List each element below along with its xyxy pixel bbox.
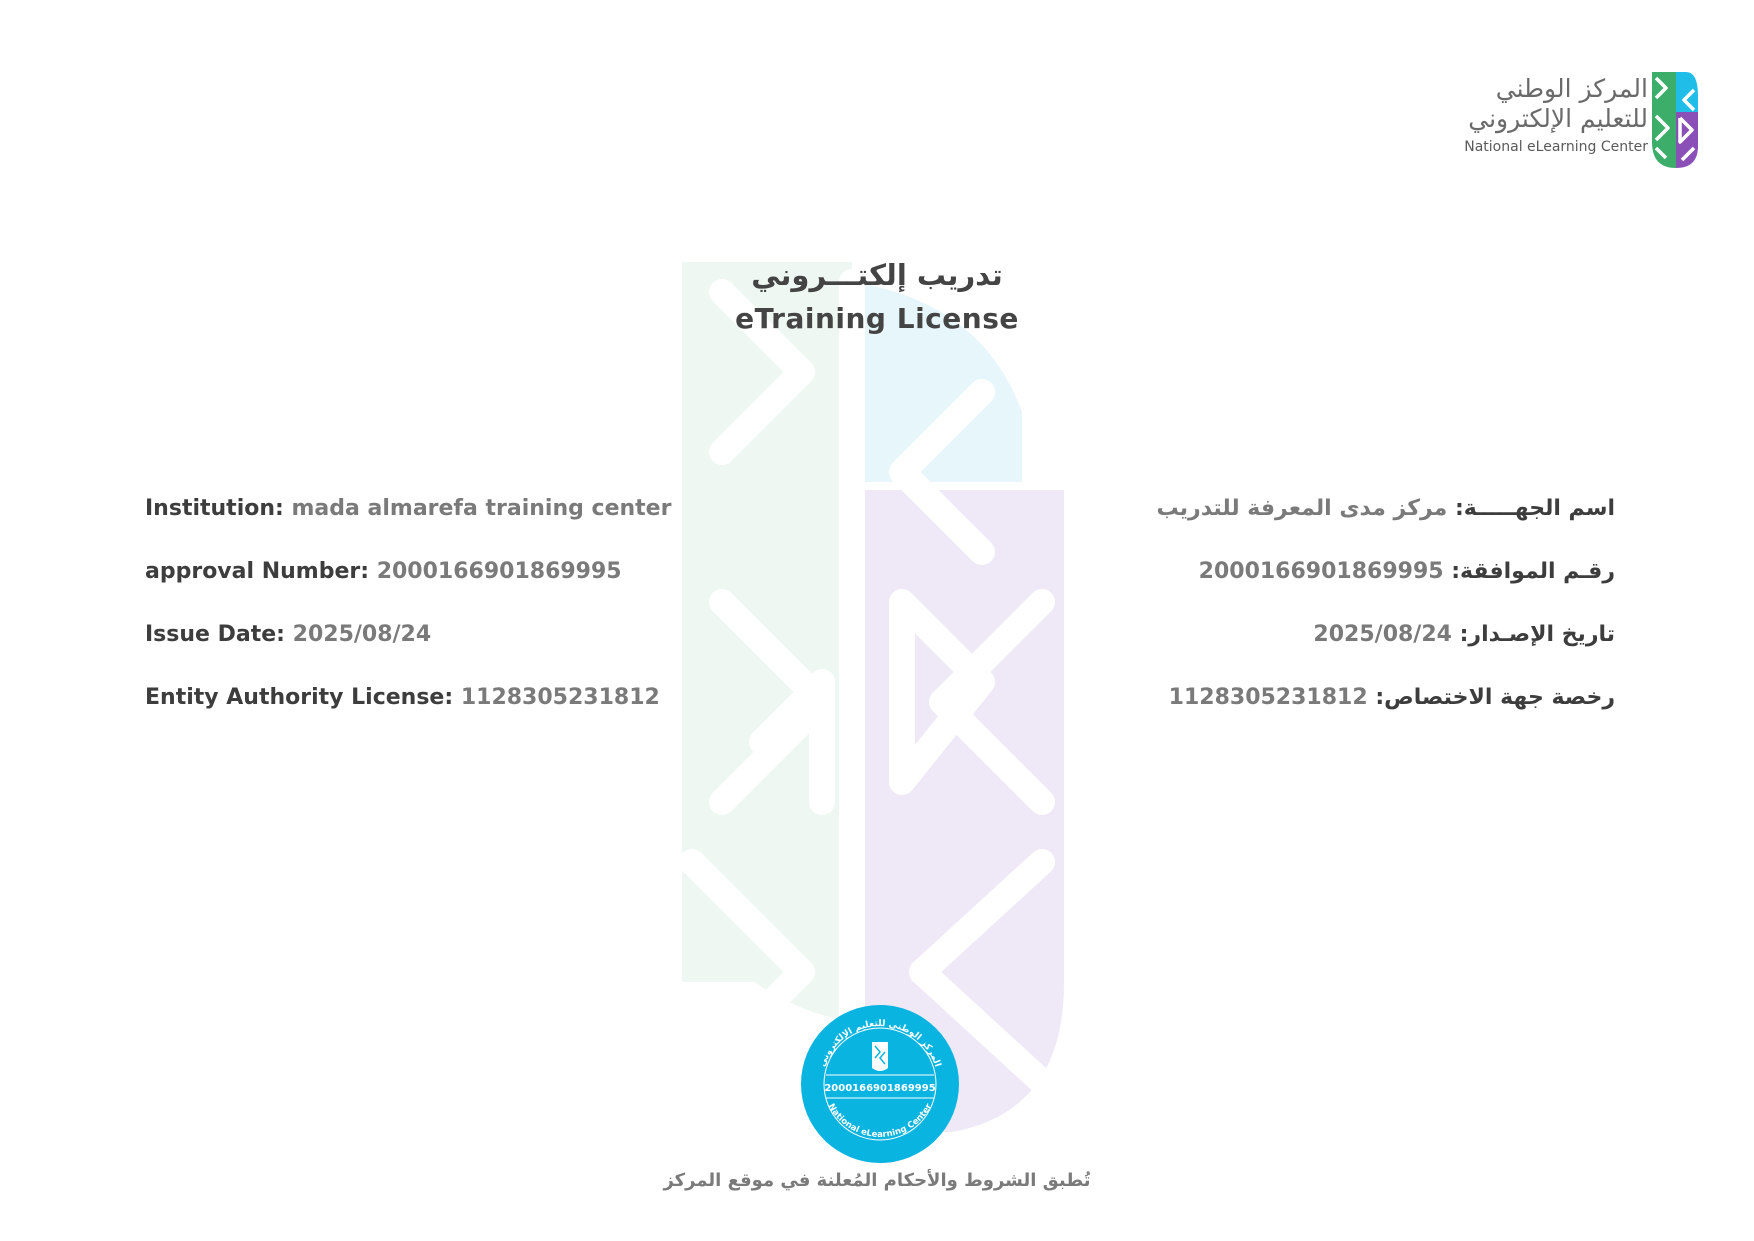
logo-english-name: National eLearning Center [1464, 139, 1648, 155]
logo-arabic-line1: المركز الوطني [1495, 74, 1648, 103]
field-value: 2000166901869995 [1198, 559, 1444, 584]
field-issue-date-en [145, 620, 431, 650]
field-label: approval Number: [145, 559, 370, 584]
field-value: 1128305231812 [460, 685, 660, 710]
title-arabic: تدريب إلكتـــروني [751, 258, 1003, 292]
field-value: mada almarefa training center [291, 496, 672, 521]
seal-emblem-icon [872, 1042, 888, 1071]
field-value: 1128305231812 [1168, 685, 1368, 710]
title-english: eTraining License [735, 302, 1019, 335]
nelc-emblem-icon [1652, 72, 1698, 168]
seal-top-text: المركز الوطني للتعليم الإلكتروني [817, 1018, 943, 1069]
field-label: رقـم الموافقة: [1451, 559, 1615, 584]
field-label: رخصة جهة الاختصاص: [1375, 685, 1615, 710]
field-label: Issue Date: [145, 622, 285, 647]
nelc-logo [1418, 70, 1698, 174]
field-label: اسم الجهـــــة: [1454, 496, 1615, 521]
field-label: تاريخ الإصـدار: [1459, 622, 1615, 647]
field-approval-number-en [145, 557, 622, 587]
seal-bottom-text: National eLearning Center [825, 1102, 935, 1140]
field-label: Institution: [145, 496, 284, 521]
field-value: 2025/08/24 [292, 622, 432, 647]
field-entity-license-ar [1169, 683, 1615, 713]
seal-number: 2000166901869995 [824, 1083, 936, 1094]
official-seal [800, 1002, 960, 1167]
footer-terms-note: تُطبق الشروط والأحكام المُعلنة في موقع المركز [663, 1170, 1091, 1191]
field-value: 2000166901869995 [376, 559, 622, 584]
field-institution-ar [1157, 494, 1616, 524]
field-institution-en [145, 494, 671, 524]
field-issue-date-ar [1313, 620, 1615, 650]
field-entity-license-en [145, 683, 660, 713]
field-value: مركز مدى المعرفة للتدريب [1156, 496, 1448, 521]
field-label: Entity Authority License: [145, 685, 454, 710]
field-value: 2025/08/24 [1313, 622, 1452, 647]
logo-arabic-line2: للتعليم الإلكتروني [1468, 104, 1648, 133]
field-approval-number-ar [1199, 557, 1615, 587]
